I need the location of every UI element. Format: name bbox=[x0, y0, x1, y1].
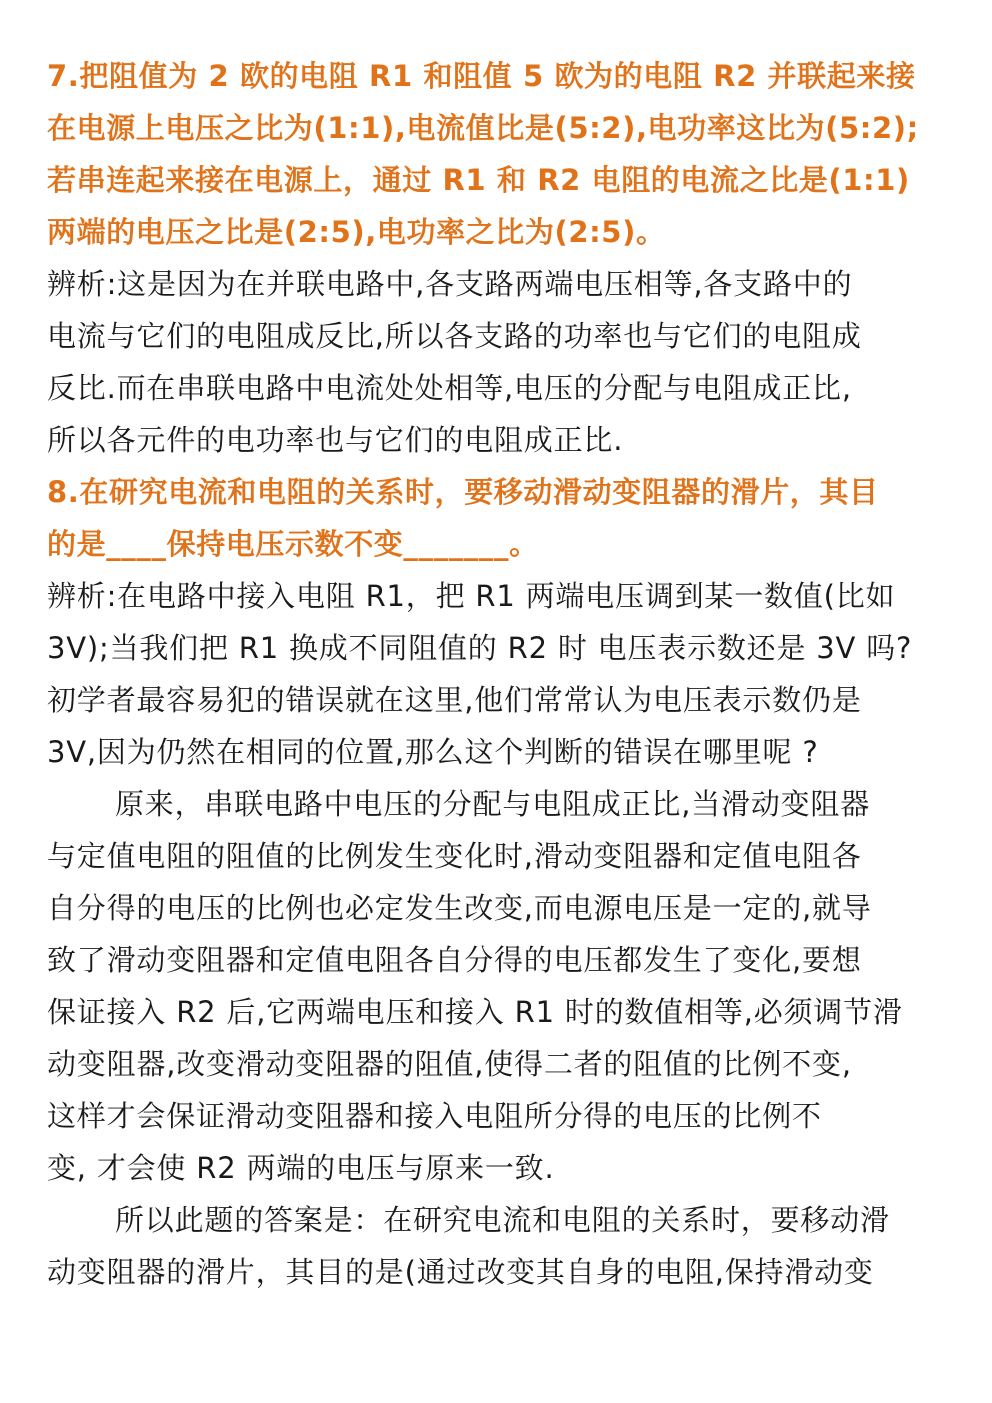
answer-line: 所以此题的答案是：在研究电流和电阻的关系时，要移动滑 bbox=[115, 1203, 890, 1237]
explanation-line: 原来，串联电路中电压的分配与电阻成正比,当滑动变阻器 bbox=[115, 787, 871, 821]
explanation-line: 与定值电阻的阻值的比例发生变化时,滑动变阻器和定值电阻各 bbox=[47, 839, 862, 873]
analysis-8-line: 辨析:在电路中接入电阻 R1，把 R1 两端电压调到某一数值(比如 bbox=[47, 579, 896, 613]
analysis-7-line: 所以各元件的电功率也与它们的电阻成正比. bbox=[47, 423, 624, 457]
explanation-line: 保证接入 R2 后,它两端电压和接入 R1 时的数值相等,必须调节滑 bbox=[47, 995, 903, 1029]
analysis-8-line: 初学者最容易犯的错误就在这里,他们常常认为电压表示数仍是 bbox=[47, 683, 862, 717]
analysis-7-line: 反比.而在串联电路中电流处处相等,电压的分配与电阻成正比, bbox=[47, 371, 852, 405]
analysis-8-line: 3V,因为仍然在相同的位置,那么这个判断的错误在哪里呢 ? bbox=[47, 735, 819, 769]
question-7-line: 两端的电压之比是(2:5),电功率之比为(2:5)。 bbox=[47, 215, 666, 249]
question-7-line: 在电源上电压之比为(1:1),电流值比是(5:2),电功率这比为(5:2); bbox=[47, 111, 919, 145]
explanation-line: 这样才会保证滑动变阻器和接入电阻所分得的电压的比例不 bbox=[47, 1099, 822, 1133]
explanation-line: 致了滑动变阻器和定值电阻各自分得的电压都发生了变化,要想 bbox=[47, 943, 862, 977]
question-8-line: 的是____保持电压示数不变_______。 bbox=[47, 527, 539, 561]
question-7-line: 7.把阻值为 2 欧的电阻 R1 和阻值 5 欧为的电阻 R2 并联起来接 bbox=[47, 59, 916, 93]
analysis-7-line: 电流与它们的电阻成反比,所以各支路的功率也与它们的电阻成 bbox=[47, 319, 862, 353]
explanation-line: 动变阻器,改变滑动变阻器的阻值,使得二者的阻值的比例不变, bbox=[47, 1047, 852, 1081]
explanation-line: 变, 才会使 R2 两端的电压与原来一致. bbox=[47, 1151, 555, 1185]
analysis-8-line: 3V);当我们把 R1 换成不同阻值的 R2 时 电压表示数还是 3V 吗? bbox=[47, 631, 913, 665]
explanation-line: 自分得的电压的比例也必定发生改变,而电源电压是一定的,就导 bbox=[47, 891, 872, 925]
answer-line: 动变阻器的滑片，其目的是(通过改变其自身的电阻,保持滑动变 bbox=[47, 1255, 874, 1289]
question-7-line: 若串连起来接在电源上，通过 R1 和 R2 电阻的电流之比是(1:1) bbox=[47, 163, 910, 197]
question-8-line: 8.在研究电流和电阻的关系时，要移动滑动变阻器的滑片，其目 bbox=[47, 475, 879, 509]
analysis-7-line: 辨析:这是因为在并联电路中,各支路两端电压相等,各支路中的 bbox=[47, 267, 853, 301]
